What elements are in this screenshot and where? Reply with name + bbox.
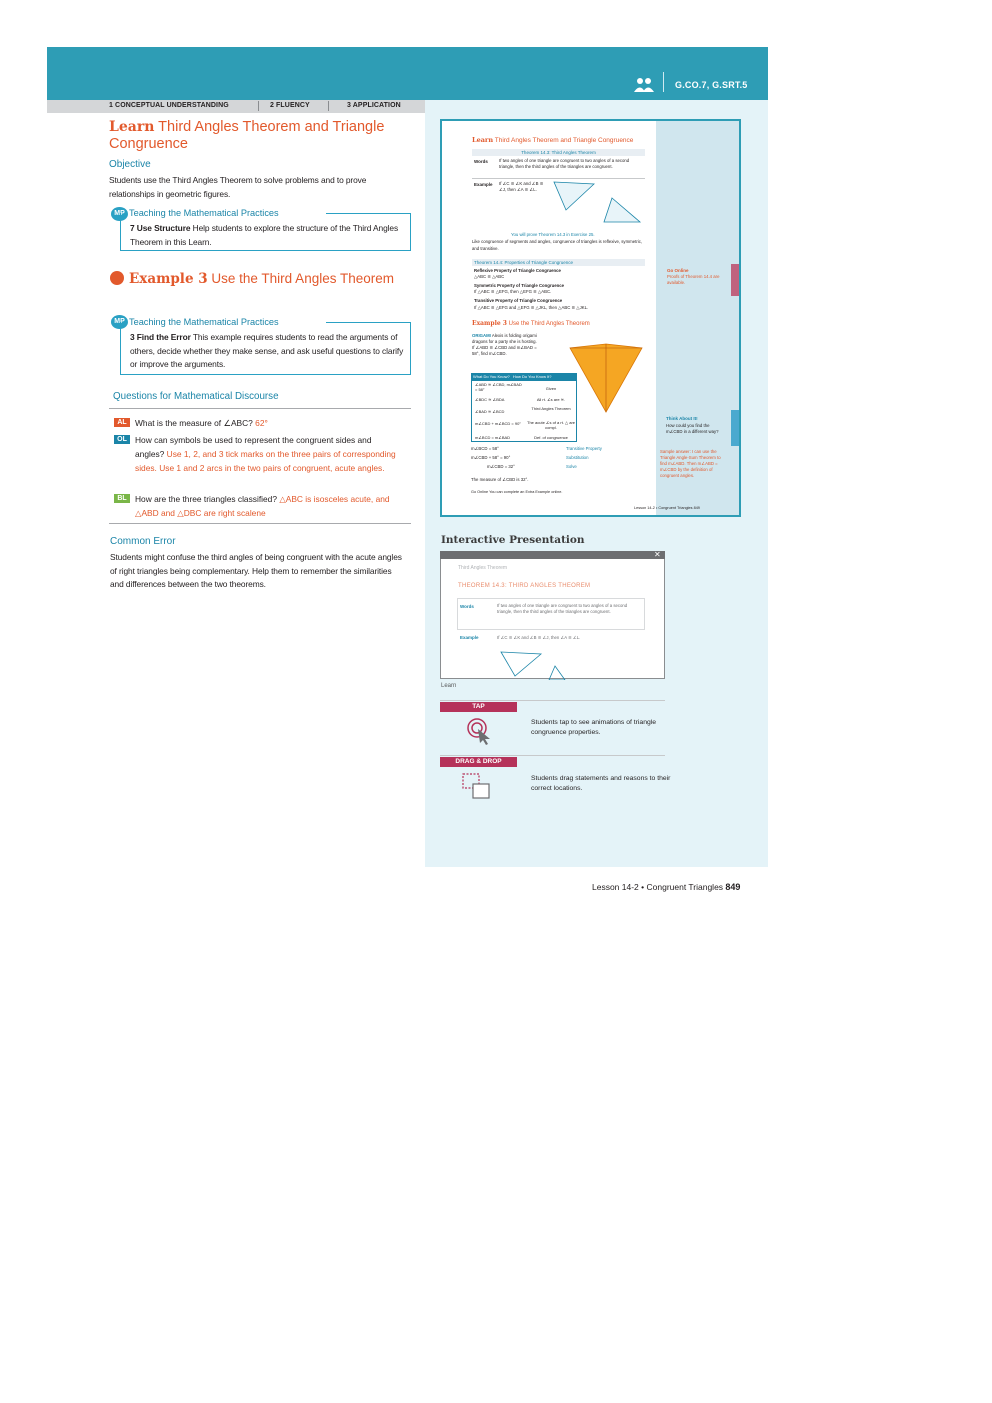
mini-table-header [471,373,577,380]
think-tab [731,410,739,446]
group-icon [634,77,654,93]
tab-divider [258,101,259,111]
drag-drop-description: Students drag statements and reasons to their correct locations. [531,775,671,792]
standards-divider [663,72,664,92]
learn-label: Learn [109,119,155,135]
mini-learn-title [472,137,657,144]
mini-table-reason: Def. of congruence [534,435,568,440]
mp-item [130,222,405,249]
mini-table-statement: m∠CBD + m∠BCD = 90° [475,421,521,426]
question-bl [135,492,400,520]
mini-sample-answer: Sample answer: I can use the Triangle Angle-Sum Theorem to find m∠ABD. Then m∠ABD = m∠CBD by the definition of congruent angles. [660,449,721,478]
mini-table-statement: ∠BDC ≅ ∠BDA [475,397,505,402]
mini-step: m∠BCD = 58° [471,446,499,451]
mini-triangles-figure [548,178,646,230]
mp-heading: Teaching the Mathematical Practices [129,208,279,218]
objective-text: Students use the Third Angles Theorem to solve problems and to prove relationships in geometric figures. [109,175,367,199]
objective-heading: Objective [109,159,151,170]
mini-example-text: If ∠C ≅ ∠K and ∠B ≅ ∠J, then ∠A ≅ ∠L. [499,181,544,192]
standards-label: G.CO.7, G.SRT.5 [675,80,748,90]
mp-item-title: 3 Find the Error [130,332,191,342]
mini-go-online-text: Proofs of Theorem 14.4 are available. [667,274,720,285]
mini-table-head1: What Do You Know? [473,374,510,379]
mini-table-reason: All rt. ∠s are ≅. [536,397,566,402]
screen-example-label: Example [460,635,479,640]
drag-drop-icon [461,772,493,802]
page-footer: Lesson 14-2 • Congruent Triangles 849 [592,882,741,892]
mini-theorem2-head: Theorem 14.4: Properties of Triangle Congruence [472,259,645,266]
mini-origami-problem [472,333,540,357]
mini-origami-label: ORIGAMI [472,333,491,338]
example-title-text: Use the Third Angles Theorem [211,271,394,286]
mini-prop3: Transitive Property of Triangle Congruence [474,298,563,303]
footer-lesson: Lesson 14-2 [592,882,639,892]
presentation-caption: Learn [441,683,457,689]
mini-table-statement: ∠BAD ≅ ∠BCD [475,409,505,414]
answer-text: Use 1, 2, and 3 tick marks on the three pairs of corresponding sides. Use 1 and 2 arcs in the two pairs of congruent, acute angles. [135,449,396,473]
mini-ex-label: Example 3 [472,320,507,327]
mini-step: m∠CBD = 32° [487,464,515,469]
mini-step: m∠CBD + 58° = 90° [471,455,511,460]
mini-prop2: Symmetric Property of Triangle Congruence [474,283,565,288]
mp-item-title: 7 Use Structure [130,223,191,233]
answer-text: 62° [255,418,268,428]
footer-title: Congruent Triangles [646,882,724,892]
discourse-heading: Questions for Mathematical Discourse [113,391,279,402]
example-label: Example 3 [129,271,208,287]
mini-example-title [472,320,652,328]
tap-icon [466,717,494,745]
tap-label: TAP [440,702,517,712]
tab-divider [328,101,329,111]
learn-title-text: Third Angles Theorem and Triangle Congruence [109,119,385,152]
close-icon[interactable]: ✕ [654,550,661,559]
presentation-titlebar [440,551,665,559]
tool-rule [440,700,665,701]
mini-step-reason: Substitution [566,455,589,460]
interactive-heading: Interactive Presentation [441,534,585,546]
mini-learn-title-text: Third Angles Theorem and Triangle Congruence [494,137,634,144]
go-online-tab [731,264,739,296]
mini-words-text: If two angles of one triangle are congruent to two angles of a second triangle, then the third angles of the triangles are congruent. [499,158,630,169]
mini-words-label: Words [474,159,488,164]
question-text: How are the three triangles classified? [135,494,277,504]
question-ol [135,433,400,475]
mp-icon: MP [111,207,128,221]
example-title [110,270,410,288]
mini-prop2-ex: If △ABC ≅ △EFG, then △EFG ≅ △ABC. [474,289,552,294]
level-badge-ol: OL [114,435,130,444]
mini-use-text: Like congruence of segments and angles, congruence of triangles is reflexive, symmetric, and transitive. [472,239,643,251]
mini-table-head2: How Do You Know It? [512,374,552,379]
tap-description: Students tap to see animations of triangle congruence properties. [531,719,657,736]
screen-example-text: If ∠C ≅ ∠K and ∠B ≅ ∠J, then ∠A ≅ ∠L. [497,635,581,640]
mini-go-online-label: Go Online [667,268,689,273]
chapter-banner [47,47,768,100]
mp-item [130,331,405,372]
question-text: How can symbols be used to represent the congruent sides and angles? [135,435,372,459]
mini-learn-label: Learn [472,136,494,144]
mini-theorem-head: Theorem 14.3: Third Angles Theorem [472,149,645,156]
mini-prop3-ex: If △ABC ≅ △EFG and △EFG ≅ △JKL, then △ABC ≅ △JKL. [474,305,589,310]
screen-words-label: Words [460,604,474,609]
mini-ex-title: Use the Third Angles Theorem [508,321,590,327]
question-al [135,416,400,430]
tab-fluency[interactable]: 2 FLUENCY [270,102,310,109]
screen-words-text: If two angles of one triangle are congruent to two angles of a second triangle, then the third angles of the triangles are congruent. [497,603,628,614]
drag-drop-label: DRAG & DROP [440,757,517,767]
discourse-bottom-rule [109,523,411,524]
tab-application[interactable]: 3 APPLICATION [347,102,401,109]
mini-table-reason: The acute ∠s of a rt. △ are compl. [527,420,576,430]
mini-example-label: Example [474,182,493,187]
mini-step-reason: Solve [566,464,577,469]
mp-item-text: Help students to explore the structure of the Third Angles Theorem in this Learn. [130,223,399,247]
mini-think-text: How could you find the m∠CBD in a different way? [666,423,719,434]
mini-table-statement: m∠BCD = m∠BAD [475,435,511,440]
mini-step-reason: Transitive Property [566,446,602,451]
mini-prop1: Reflexive Property of Triangle Congruence [474,268,561,273]
level-badge-bl: BL [114,494,130,503]
common-error-heading: Common Error [110,536,176,547]
mini-prop1-ex: △ABC ≅ △ABC [474,274,505,279]
mini-table-reason: Given [545,386,557,391]
mp-heading: Teaching the Mathematical Practices [129,317,279,327]
question-text: What is the measure of ∠ABC? [135,418,253,428]
discourse-top-rule [109,408,411,409]
mini-conclusion: The measure of ∠CBD is 32°. [471,477,529,482]
mini-proof-note: You will prove Theorem 14.3 in Exercise 25. [511,232,595,237]
screen-title: THEOREM 14.3: THIRD ANGLES THEOREM [458,583,591,589]
level-badge-al: AL [114,418,130,427]
mini-table-reason: Third Angles Theorem [531,406,571,411]
learn-title [109,119,409,153]
mini-origami-text: Alexis is folding origami dragons for a party she is hosting. If ∠ABD ≅ ∠CBD and m∠BAD = 58°, find m∠CBD. [472,333,537,356]
mini-footer-online: Go Online You can complete an Extra Example online. [471,490,563,494]
tool-rule [440,755,665,756]
mini-think-label: Think About It! [666,416,698,421]
mp-icon: MP [111,315,128,329]
mp-item-text: This example requires students to read the arguments of others, decide whether they make sense, and ask useful questions to clarify or improve the arguments. [130,332,404,369]
tab-conceptual-understanding[interactable]: 1 CONCEPTUAL UNDERSTANDING [109,102,229,109]
mini-table-statement: ∠ABD ≅ ∠CBD, m∠BAD = 58° [475,382,522,392]
answer-text: △ABC is isosceles acute, and △ABD and △DBC are right scalene [135,494,390,518]
screen-crumb: Third Angles Theorem [458,565,508,571]
mini-footer: Lesson 14-2 • Congruent Triangles 849 [634,506,700,510]
screen-triangles-figure [495,648,575,680]
mini-kite-figure [566,340,646,420]
page-number: 849 [725,882,741,892]
common-error-text: Students might confuse the third angles of being congruent with the acute angles of right triangles being complementary. Help them to remember the similarities and differences between the two theorems. [110,552,402,589]
